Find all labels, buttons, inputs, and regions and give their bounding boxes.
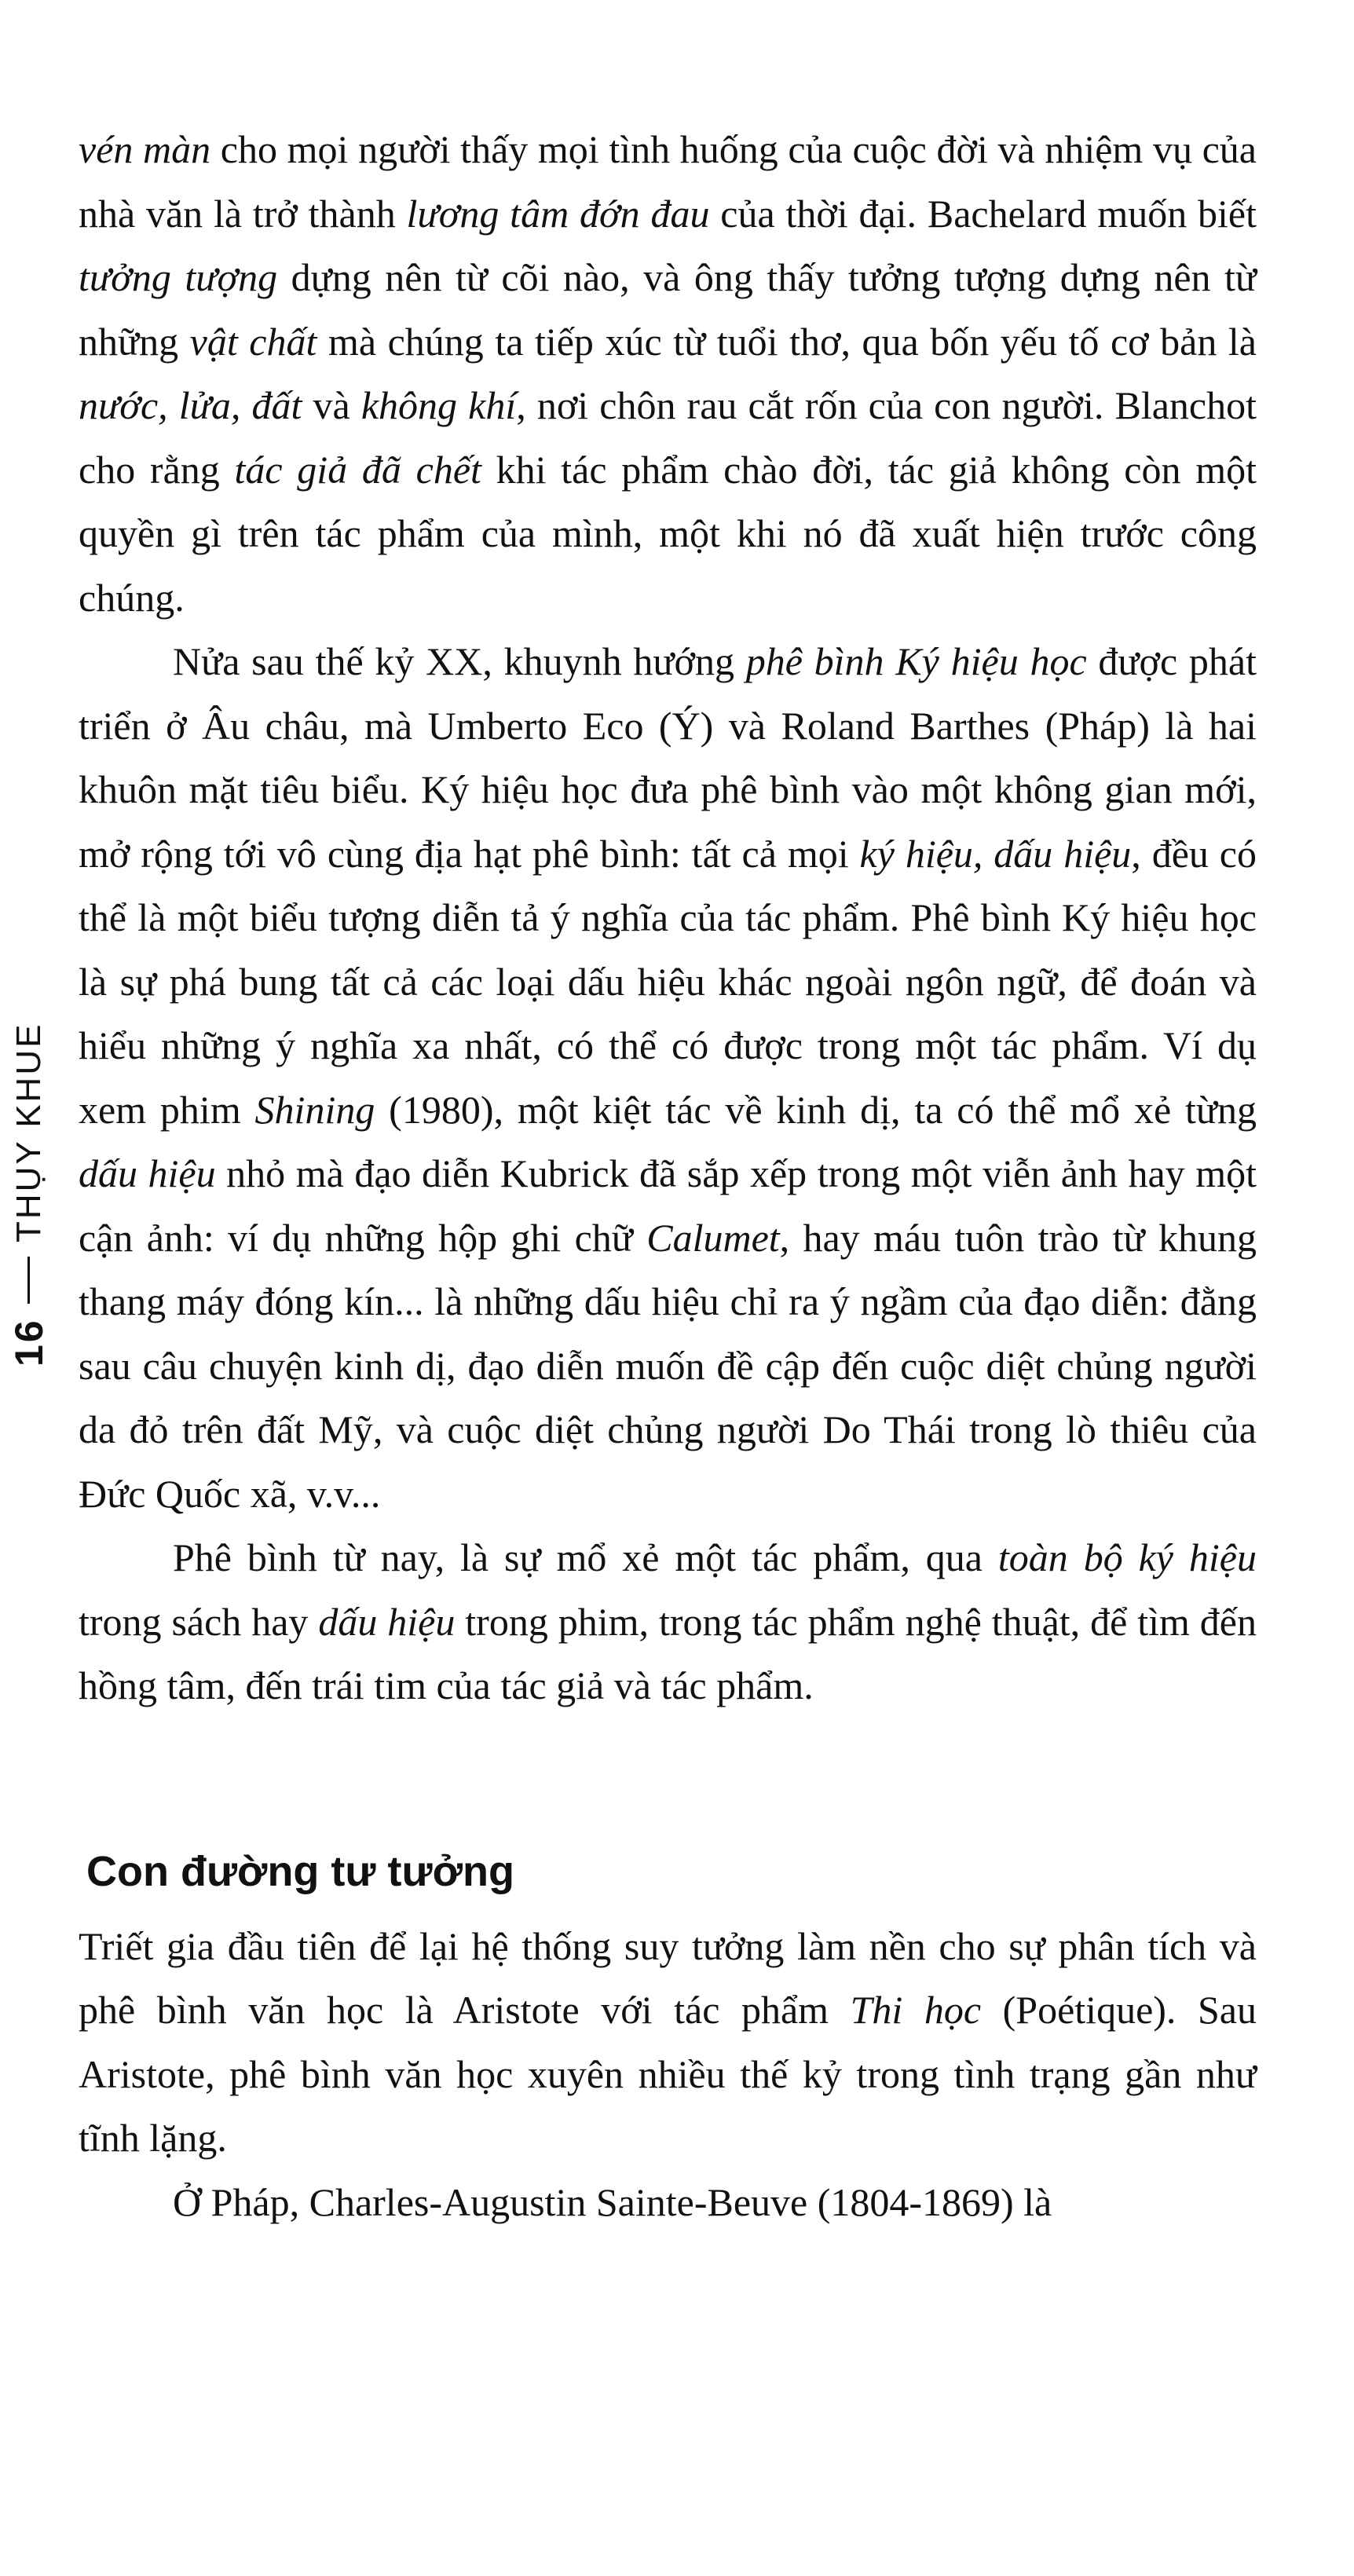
italic-phrase: tưởng tượng	[79, 255, 278, 299]
author-name: THỤY KHUE	[9, 1022, 48, 1243]
italic-phrase: nước, lửa, đất	[79, 383, 302, 427]
italic-phrase: ký hiệu, dấu hiệu	[859, 831, 1132, 876]
section-heading: Con đường tư tưởng	[86, 1847, 514, 1895]
italic-phrase: không khí	[360, 383, 517, 427]
italic-phrase: tác giả đã chết	[234, 447, 481, 492]
header-divider	[28, 1257, 31, 1304]
italic-phrase: phê bình Ký hiệu học	[745, 639, 1087, 683]
paragraph: Nửa sau thế kỷ XX, khuynh hướng phê bình Ký hiệu học được phát triển ở Âu châu, mà Umberto Eco (Ý) và Roland Barthes (Pháp) là hai khuôn mặt tiêu biểu. Ký hiệu học đưa phê bình vào một không gian mới, mở rộng tới vô cùng địa hạt phê bình: tất cả mọi ký hiệu, dấu hiệu, đều có thể là một biểu tượng diễn tả ý nghĩa của tác phẩm. Phê bình Ký hiệu học là sự phá bung tất cả các loại dấu hiệu khác ngoài ngôn ngữ, để đoán và hiểu những ý nghĩa xa nhất, có thể có được trong một tác phẩm. Ví dụ xem phim Shining (1980), một kiệt tác về kinh dị, ta có thể mổ xẻ từng dấu hiệu nhỏ mà đạo diễn Kubrick đã sắp xếp trong một viễn ảnh hay một cận ảnh: ví dụ những hộp ghi chữ Calumet, hay máu tuôn trào từ khung thang máy đóng kín... là những dấu hiệu chỉ ra ý ngầm của đạo diễn: đằng sau câu chuyện kinh dị, đạo diễn muốn đề cập đến cuộc diệt chủng người da đỏ trên đất Mỹ, và cuộc diệt chủng người Do Thái trong lò thiêu của Đức Quốc xã, v.v...	[79, 639, 1257, 1516]
page-number: 16	[7, 1318, 51, 1367]
paragraph: Triết gia đầu tiên để lại hệ thống suy tưởng làm nền cho sự phân tích và phê bình văn học là Aristote với tác phẩm Thi học (Poétique). Sau Aristote, phê bình văn học xuyên nhiều thế kỷ trong tình trạng gần như tĩnh lặng.	[79, 1923, 1257, 2160]
italic-phrase: vật chất	[189, 319, 317, 364]
italic-phrase: vén màn	[79, 127, 211, 171]
paragraph: vén màn cho mọi người thấy mọi tình huống của cuộc đời và nhiệm vụ của nhà văn là trở thành lương tâm đớn đau của thời đại. Bachelard muốn biết tưởng tượng dựng nên từ cõi nào, và ông thấy tưởng tượng dựng nên từ những vật chất mà chúng ta tiếp xúc từ tuổi thơ, qua bốn yếu tố cơ bản là nước, lửa, đất và không khí, nơi chôn rau cắt rốn của con người. Blanchot cho rằng tác giả đã chết khi tác phẩm chào đời, tác giả không còn một quyền gì trên tác phẩm của mình, một khi nó đã xuất hiện trước công chúng.	[79, 127, 1257, 620]
italic-phrase: dấu hiệu	[79, 1151, 216, 1195]
paragraph: Phê bình từ nay, là sự mổ xẻ một tác phẩm, qua toàn bộ ký hiệu trong sách hay dấu hiệu trong phim, trong tác phẩm nghệ thuật, để tìm đến hồng tâm, đến trái tim của tác giả và tác phẩm.	[79, 1535, 1257, 1707]
page-body	[79, 118, 1257, 2234]
italic-phrase: dấu hiệu	[318, 1599, 456, 1644]
italic-phrase: toàn bộ ký hiệu	[997, 1535, 1257, 1579]
italic-phrase: lương tâm đớn đau	[406, 191, 710, 236]
italic-phrase: Shining	[254, 1087, 375, 1132]
paragraph: Ở Pháp, Charles-Augustin Sainte-Beuve (1804-1869) là	[173, 2179, 1052, 2224]
italic-phrase: Thi học	[850, 1988, 982, 2032]
italic-phrase: Calumet	[646, 1215, 780, 1260]
running-header	[0, 927, 71, 1429]
